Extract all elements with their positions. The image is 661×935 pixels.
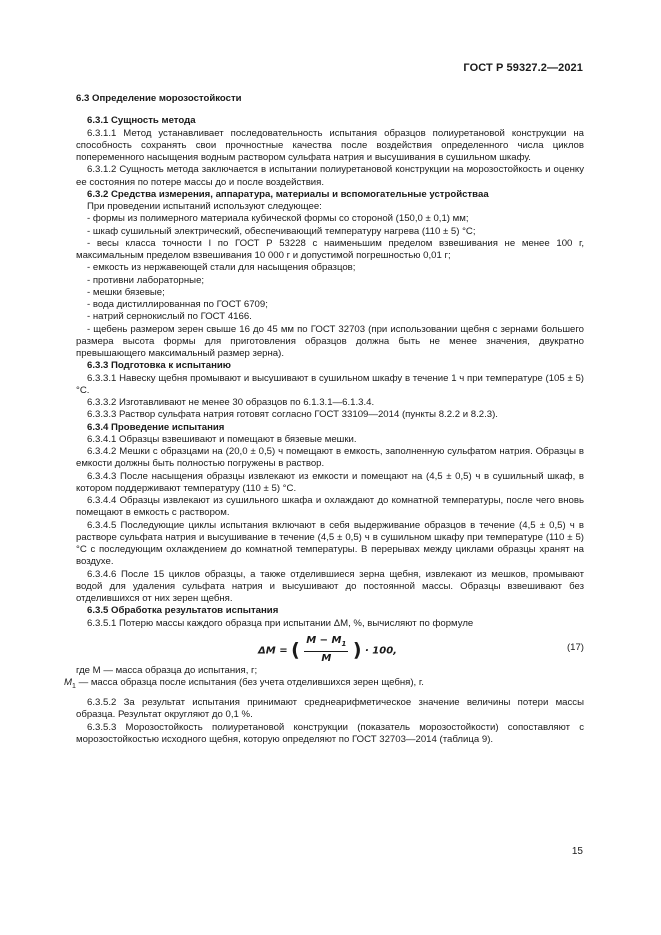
subsection-631-title: 6.3.1 Сущность метода: [87, 115, 196, 127]
subsection-633-title: 6.3.3 Подготовка к испытанию: [87, 360, 231, 372]
paragraph-632-intro: При проведении испытаний используют следующее:: [87, 201, 322, 212]
paragraph-6346: 6.3.4.6 После 15 циклов образцы, а также отделившиеся зерна щебня, извлекают из мешков, промывают водой для удаления сульфата натрия и высушивают до постоянной массы. Образцы взвешивают без отделившихся от них зерен щебня.: [76, 568, 584, 604]
list-item: - противни лабораторные;: [87, 274, 205, 286]
list-item: - емкость из нержавеющей стали для насыщения образцов;: [87, 262, 356, 274]
paragraph-6344: 6.3.4.4 Образцы извлекают из сушильного шкафа и охлаждают до комнатной температуры, после чего вновь помещают в емкость с раствором.: [76, 495, 584, 519]
formula-numerator: $M - M_1$: [304, 635, 348, 652]
paragraph-6333: 6.3.3.3 Раствор сульфата натрия готовят согласно ГОСТ 33109—2014 (пункты 8.2.2 и 8.2.3).: [87, 409, 498, 421]
page-number: 15: [571, 846, 583, 857]
paragraph-6352: 6.3.5.2 За результат испытания принимают среднеарифметическое значение величины потери массы образца. Результат округляют до 0,1 %.: [76, 697, 584, 721]
list-item: - формы из полимерного материала кубической формы со стороной (150,0 ± 0,1) мм;: [87, 213, 469, 225]
subsection-632-title: 6.3.2 Средства измерения, аппаратура, материалы и вспомогательные устройствaa: [87, 188, 489, 200]
formula-equals: =: [279, 645, 288, 656]
formula-fraction: [304, 635, 348, 666]
definition-m1: $M_1$ — масса образца после испытания (без учета отделившихся зерен щебня), г.: [64, 677, 424, 690]
section-title: 6.3 Определение морозостойкости: [76, 93, 242, 104]
list-item: - мешки бязевые;: [87, 286, 165, 298]
equation-number: (17): [566, 641, 584, 653]
paragraph-6331: 6.3.3.1 Навеску щебня промывают и высушивают в сушильном шкафу в течение 1 ч при температуре (105 ± 5) °С.: [76, 372, 584, 396]
formula-paren-close: ): [352, 638, 362, 661]
list-item: - щебень размером зерен свыше 16 до 45 мм по ГОСТ 32703 (при использовании щебня с зернами большего размера высота формы для приготовления образцов должна быть не менее значения, двукратно превышающего максимальный размер зерна).: [76, 323, 584, 359]
paragraph-6353: 6.3.5.3 Морозостойкость полиуретановой конструкции (показатель морозостойкости) сопоставляют с морозостойкостью исходного щебня, которую определяют по ГОСТ 32703—2014 (таблица 9).: [76, 721, 584, 745]
subsection-635-title: 6.3.5 Обработка результатов испытания: [87, 605, 279, 617]
formula-denominator: M: [321, 653, 332, 664]
paragraph-6343: 6.3.4.3 После насыщения образцы извлекают из емкости и помещают на (4,5 ± 0,5) ч в сушильный шкаф, в котором поддерживают температуру (110 ± 5) °С.: [76, 470, 584, 494]
paragraph-6312: 6.3.1.2 Сущность метода заключается в испытании полиуретановой конструкции на морозостойкость и оценку ее состояния по потере массы до и после воздействия.: [76, 164, 584, 188]
paragraph-6342: 6.3.4.2 Мешки с образцами на (20,0 ± 0,5) ч помещают в емкость, заполненную сульфатом натрия. Образцы в емкости должны быть полностью погружены в раствор.: [76, 446, 584, 470]
formula-lhs: ΔM: [258, 645, 276, 656]
paragraph-6345: 6.3.4.5 Последующие циклы испытания включают в себя выдерживание образцов в течение (4,5 ± 0,5) ч в растворе сульфата натрия и высушивание в течение (4,5 ± 0,5) ч в сушильном шкафу при температуре (110 ± 5) °С с последующим охлаждением до комнатной температуры. В перерывах между циклами образцы хранят на воздухе.: [76, 519, 584, 568]
page-content: [64, 93, 584, 746]
paragraph-6351: 6.3.5.1 Потерю массы каждого образца при испытании ΔM, %, вычисляют по формуле: [87, 617, 474, 629]
subsection-634-title: 6.3.4 Проведение испытания: [87, 421, 225, 433]
list-item: - натрий сернокислый по ГОСТ 4166.: [87, 311, 252, 323]
paragraph-6341: 6.3.4.1 Образцы взвешивают и помещают в бязевые мешки.: [87, 433, 357, 445]
formula-tail: · 100,: [365, 645, 397, 656]
list-item: - шкаф сушильный электрический, обеспечивающий температуру нагрева (110 ± 5) °С;: [87, 225, 476, 237]
list-item: - вода дистиллированная по ГОСТ 6709;: [87, 299, 268, 310]
formula-block: [76, 633, 584, 663]
standard-header: ГОСТ Р 59327.2—2021: [463, 62, 583, 74]
list-item: - весы класса точности I по ГОСТ Р 53228 с наименьшим пределом взвешивания не менее 100 г, максимальным пределом взвешивания 10 000 г и допустимой погрешностью 0,01 г;: [76, 237, 584, 261]
definition-m: где M — масса образца до испытания, г;: [76, 664, 258, 676]
paragraph-6311: 6.3.1.1 Метод устанавливает последовательность испытания образцов полиуретановой конструкции на способность сохранять свои прочностные качества после воздействия определенного числа циклов попеременного насыщения водным раствором сульфата натрия и высушивания в сушильном шкафу.: [76, 127, 584, 163]
formula: [258, 635, 397, 666]
formula-paren-open: (: [291, 638, 300, 661]
paragraph-6332: 6.3.3.2 Изготавливают не менее 30 образцов по 6.1.3.1—6.1.3.4.: [87, 397, 375, 408]
